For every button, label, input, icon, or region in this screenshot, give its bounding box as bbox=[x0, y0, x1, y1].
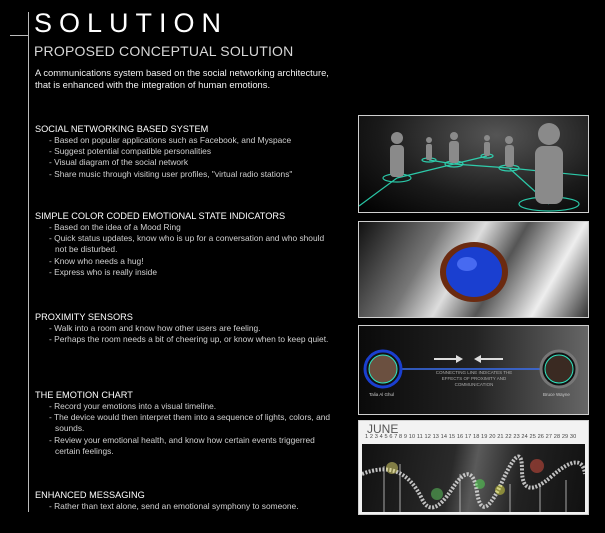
list-item: - The device would then interpret them into a sequence of lights, colors, and sounds. bbox=[49, 412, 335, 434]
proximity-caption: CONNECTING LINE INDICATES THE EFFECTS OF PROXIMITY AND COMMUNICATION bbox=[435, 370, 513, 387]
vertical-divider bbox=[28, 12, 29, 512]
intro-text: A communications system based on the social networking architecture, that is enhanced with the integration of human emotions. bbox=[35, 67, 329, 90]
list-item: - Quick status updates, know who is up for a conversation and who should not be disturbed. bbox=[49, 233, 335, 255]
section-proximity-sensors bbox=[35, 311, 335, 345]
page-subtitle: PROPOSED CONCEPTUAL SOLUTION bbox=[34, 43, 294, 59]
list-item: - Based on the idea of a Mood Ring bbox=[49, 222, 335, 233]
chart-month: JUNE bbox=[367, 422, 399, 436]
list-item: - Rather than text alone, send an emotional symphony to someone. bbox=[49, 501, 335, 512]
user-name-right: Bruce Wayne bbox=[543, 392, 570, 397]
list-item: - Based on popular applications such as Facebook, and Myspace bbox=[49, 135, 335, 146]
list-item: - Express who is really inside bbox=[49, 267, 335, 278]
section-enhanced-messaging bbox=[35, 489, 335, 512]
list-item: - Walk into a room and know how other users are feeling. bbox=[49, 323, 335, 334]
list-item: - Review your emotional health, and know how certain events triggerred certain feelings. bbox=[49, 435, 335, 457]
list-item: - Suggest potential compatible personalities bbox=[49, 146, 335, 157]
section-heading: SOCIAL NETWORKING BASED SYSTEM bbox=[35, 124, 209, 134]
section-heading: PROXIMITY SENSORS bbox=[35, 312, 133, 322]
section-social-networking bbox=[35, 123, 335, 180]
list-item: - Visual diagram of the social network bbox=[49, 157, 335, 168]
proximity-diagram bbox=[358, 325, 589, 415]
section-heading: SIMPLE COLOR CODED EMOTIONAL STATE INDICATORS bbox=[35, 211, 286, 221]
list-item: - Record your emotions into a visual timeline. bbox=[49, 401, 335, 412]
horizontal-divider bbox=[10, 35, 29, 36]
section-emotional-indicators bbox=[35, 210, 335, 278]
section-heading: THE EMOTION CHART bbox=[35, 390, 133, 400]
page-title: SOLUTION bbox=[34, 8, 229, 38]
section-emotion-chart bbox=[35, 389, 335, 457]
emotion-chart-image bbox=[358, 420, 589, 515]
section-heading: ENHANCED MESSAGING bbox=[35, 490, 145, 500]
list-item: - Share music through visiting user profiles, "virtual radio stations" bbox=[49, 169, 335, 180]
list-item: - Know who needs a hug! bbox=[49, 256, 335, 267]
social-network-image bbox=[358, 115, 589, 213]
emotion-timeline bbox=[362, 444, 585, 512]
user-name-left: Talia Al Ghul bbox=[369, 392, 395, 397]
list-item: - Perhaps the room needs a bit of cheering up, or know when to keep quiet. bbox=[49, 334, 335, 345]
chart-days: 1 2 3 4 5 6 7 8 9 10 11 12 13 14 15 16 17 18 19 20 21 22 23 24 25 26 27 28 29 30 bbox=[365, 434, 577, 440]
mood-ring-image bbox=[358, 221, 589, 318]
